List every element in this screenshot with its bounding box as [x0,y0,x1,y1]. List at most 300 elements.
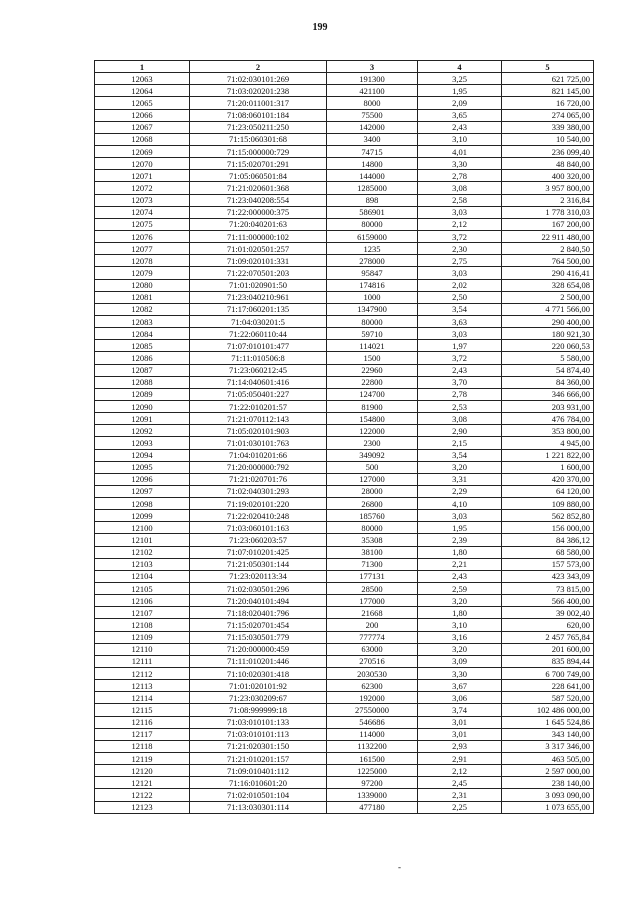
table-cell: 64 120,00 [502,485,594,497]
table-cell: 71:07:010201:425 [190,546,327,558]
table-cell: 2,21 [418,558,502,570]
table-cell: 28000 [327,485,418,497]
table-row [95,704,594,716]
table-cell: 1 778 310,03 [502,206,594,218]
table-row [95,668,594,680]
table-cell: 12117 [95,728,190,740]
table-cell: 71:04:010201:66 [190,449,327,461]
table-cell: 71:17:060201:135 [190,303,327,315]
table-row [95,73,594,85]
table-cell: 74715 [327,145,418,157]
table-cell: 167 200,00 [502,218,594,230]
table-cell: 270516 [327,655,418,667]
table-cell: 157 573,00 [502,558,594,570]
table-cell: 8000 [327,97,418,109]
table-cell: 2,78 [418,170,502,182]
table-cell: 12087 [95,364,190,376]
table-cell: 174816 [327,279,418,291]
table-cell: 12110 [95,643,190,655]
table-cell: 71:02:030501:296 [190,583,327,595]
table-cell: 97200 [327,777,418,789]
table-cell: 236 099,40 [502,145,594,157]
table-cell: 477180 [327,801,418,813]
table-cell: 71:21:020301:150 [190,740,327,752]
table-cell: 71:21:010201:157 [190,753,327,765]
table-cell: 81900 [327,400,418,412]
table-cell: 71:21:070112:143 [190,413,327,425]
table-cell: 71:08:060101:184 [190,109,327,121]
table-cell: 22960 [327,364,418,376]
table-cell: 177000 [327,595,418,607]
table-cell: 835 894,44 [502,655,594,667]
table-cell: 2,43 [418,570,502,582]
table-cell: 154800 [327,413,418,425]
table-cell: 2,09 [418,97,502,109]
table-cell: 39 002,40 [502,607,594,619]
table-cell: 71:01:020501:257 [190,243,327,255]
table-cell: 68 580,00 [502,546,594,558]
table-cell: 2,75 [418,255,502,267]
table-cell: 12082 [95,303,190,315]
table-cell: 71:20:040201:63 [190,218,327,230]
table-cell: 12105 [95,583,190,595]
table-cell: 3,06 [418,692,502,704]
table-cell: 3,16 [418,631,502,643]
table-cell: 63000 [327,643,418,655]
table-cell: 2,50 [418,291,502,303]
table-cell: 80000 [327,315,418,327]
table-cell: 1347900 [327,303,418,315]
table-cell: 71:01:020101:92 [190,680,327,692]
table-row [95,413,594,425]
table-row [95,230,594,242]
table-cell: 3,20 [418,643,502,655]
table-cell: 3,09 [418,655,502,667]
column-header-5: 5 [502,61,594,73]
table-cell: 12083 [95,315,190,327]
table-cell: 71:20:040101:494 [190,595,327,607]
table-cell: 2,25 [418,801,502,813]
table-cell: 423 343,09 [502,570,594,582]
table-cell: 71:13:030301:114 [190,801,327,813]
table-cell: 71:18:020401:796 [190,607,327,619]
table-cell: 16 720,00 [502,97,594,109]
table-cell: 71:09:020101:331 [190,255,327,267]
table-cell: 2,91 [418,753,502,765]
table-cell: 75500 [327,109,418,121]
table-cell: 1 645 524,86 [502,716,594,728]
table-cell: 12102 [95,546,190,558]
table-cell: 1000 [327,291,418,303]
table-row [95,765,594,777]
table-cell: 12067 [95,121,190,133]
table-row [95,631,594,643]
table-cell: 71:09:010401:112 [190,765,327,777]
table-cell: 22800 [327,376,418,388]
table-cell: 2 457 765,84 [502,631,594,643]
table-cell: 2,78 [418,388,502,400]
table-cell: 898 [327,194,418,206]
table-cell: 476 784,00 [502,413,594,425]
table-cell: 586901 [327,206,418,218]
table-cell: 12096 [95,473,190,485]
table-cell: 764 500,00 [502,255,594,267]
table-row [95,534,594,546]
table-cell: 2,12 [418,218,502,230]
table-cell: 1 221 822,00 [502,449,594,461]
table-cell: 71:05:060501:84 [190,170,327,182]
table-cell: 124700 [327,388,418,400]
table-cell: 71:07:010101:477 [190,340,327,352]
table-cell: 777774 [327,631,418,643]
table-cell: 12097 [95,485,190,497]
table-cell: 1 600,00 [502,461,594,473]
table-cell: 421100 [327,85,418,97]
table-row [95,133,594,145]
table-cell: 3,20 [418,461,502,473]
table-cell: 12123 [95,801,190,813]
table-cell: 71:22:010201:57 [190,400,327,412]
table-row [95,376,594,388]
table-cell: 71:19:020101:220 [190,498,327,510]
table-row [95,170,594,182]
table-cell: 1,80 [418,546,502,558]
table-row [95,655,594,667]
table-cell: 6159000 [327,230,418,242]
table-cell: 201 600,00 [502,643,594,655]
table-cell: 3,03 [418,328,502,340]
table-cell: 2,45 [418,777,502,789]
table-cell: 71:23:040208:554 [190,194,327,206]
table-cell: 191300 [327,73,418,85]
table-cell: 2 316,84 [502,194,594,206]
table-cell: 3,30 [418,668,502,680]
table-cell: 71:23:020113:34 [190,570,327,582]
table-cell: 12113 [95,680,190,692]
table-row [95,510,594,522]
table-cell: 12111 [95,655,190,667]
table-cell: 3,72 [418,230,502,242]
table-cell: 349092 [327,449,418,461]
table-row [95,740,594,752]
table-cell: 353 800,00 [502,425,594,437]
table-cell: 71:16:010601:20 [190,777,327,789]
table-cell: 4,01 [418,145,502,157]
table-row [95,279,594,291]
table-cell: 220 060,53 [502,340,594,352]
table-row [95,522,594,534]
table-cell: 3,54 [418,449,502,461]
table-row [95,607,594,619]
table-cell: 2,31 [418,789,502,801]
table-cell: 621 725,00 [502,73,594,85]
table-cell: 71:05:050401:227 [190,388,327,400]
table-cell: 12090 [95,400,190,412]
table-cell: 71:23:050211:250 [190,121,327,133]
table-cell: 620,00 [502,619,594,631]
table-cell: 71:03:060101:163 [190,522,327,534]
table-cell: 71:23:060203:57 [190,534,327,546]
table-cell: 3,10 [418,619,502,631]
table-cell: 3,31 [418,473,502,485]
table-cell: 2,58 [418,194,502,206]
table-row [95,449,594,461]
table-cell: 12115 [95,704,190,716]
table-cell: 12112 [95,668,190,680]
table-cell: 12068 [95,133,190,145]
table-cell: 122000 [327,425,418,437]
table-cell: 12094 [95,449,190,461]
table-cell: 1,97 [418,340,502,352]
table-cell: 114021 [327,340,418,352]
table-cell: 12071 [95,170,190,182]
table-cell: 3,01 [418,728,502,740]
table-cell: 278000 [327,255,418,267]
table-cell: 3,63 [418,315,502,327]
table-row [95,218,594,230]
table-cell: 71:02:040301:293 [190,485,327,497]
table-cell: 71:23:060212:45 [190,364,327,376]
table-cell: 12075 [95,218,190,230]
table-row [95,461,594,473]
table-cell: 12078 [95,255,190,267]
table-cell: 2 500,00 [502,291,594,303]
table-row [95,158,594,170]
table-cell: 12103 [95,558,190,570]
table-cell: 2,02 [418,279,502,291]
table-cell: 12120 [95,765,190,777]
table-cell: 2,29 [418,485,502,497]
table-cell: 12088 [95,376,190,388]
table-cell: 290 416,41 [502,267,594,279]
table-cell: 2 840,50 [502,243,594,255]
table-cell: 12122 [95,789,190,801]
table-cell: 71:21:020601:368 [190,182,327,194]
table-cell: 73 815,00 [502,583,594,595]
table-cell: 3 317 346,00 [502,740,594,752]
table-cell: 109 880,00 [502,498,594,510]
table-cell: 12076 [95,230,190,242]
table-row [95,485,594,497]
table-cell: 12065 [95,97,190,109]
table-row [95,340,594,352]
table-cell: 203 931,00 [502,400,594,412]
table-cell: 71:15:020701:291 [190,158,327,170]
table-cell: 2,93 [418,740,502,752]
table-cell: 500 [327,461,418,473]
table-cell: 177131 [327,570,418,582]
table-cell: 71:11:000000:102 [190,230,327,242]
table-cell: 1 073 655,00 [502,801,594,813]
table-cell: 27550000 [327,704,418,716]
table-row [95,570,594,582]
table-cell: 71:21:050301:144 [190,558,327,570]
table-cell: 127000 [327,473,418,485]
table-row [95,328,594,340]
table-cell: 12095 [95,461,190,473]
table-cell: 28500 [327,583,418,595]
table-cell: 3,01 [418,716,502,728]
table-cell: 71:04:030201:5 [190,315,327,327]
table-cell: 3400 [327,133,418,145]
table-row [95,425,594,437]
table-row [95,558,594,570]
table-cell: 80000 [327,218,418,230]
table-cell: 339 380,00 [502,121,594,133]
table-cell: 12108 [95,619,190,631]
table-cell: 12104 [95,570,190,582]
table-cell: 12107 [95,607,190,619]
table-cell: 71:22:060110:44 [190,328,327,340]
table-row [95,801,594,813]
table-cell: 12063 [95,73,190,85]
table-row [95,728,594,740]
table-cell: 161500 [327,753,418,765]
table-cell: 566 400,00 [502,595,594,607]
table-row [95,352,594,364]
table-cell: 71:23:030209:67 [190,692,327,704]
table-cell: 3 957 800,00 [502,182,594,194]
table-cell: 463 505,00 [502,753,594,765]
table-cell: 12070 [95,158,190,170]
page-number: 199 [312,22,328,33]
table-cell: 200 [327,619,418,631]
table-cell: 821 145,00 [502,85,594,97]
table-cell: 12119 [95,753,190,765]
table-cell: 12106 [95,595,190,607]
table-cell: 12118 [95,740,190,752]
table-row [95,692,594,704]
table-cell: 12116 [95,716,190,728]
table-cell: 546686 [327,716,418,728]
table-cell: 71:03:010101:113 [190,728,327,740]
table-body [95,73,594,814]
table-cell: 71:22:000000:375 [190,206,327,218]
table-row [95,315,594,327]
table-cell: 3,03 [418,510,502,522]
table-cell: 12081 [95,291,190,303]
table-cell: 71:15:030501:779 [190,631,327,643]
table-cell: 71:20:000000:459 [190,643,327,655]
table-cell: 3,10 [418,133,502,145]
table-cell: 71:15:060301:68 [190,133,327,145]
table-row [95,680,594,692]
table-row [95,437,594,449]
table-row [95,583,594,595]
table-cell: 3,03 [418,206,502,218]
table-cell: 71:02:030101:269 [190,73,327,85]
table-row [95,145,594,157]
table-cell: 2,59 [418,583,502,595]
table-cell: 54 874,40 [502,364,594,376]
column-header-2: 2 [190,61,327,73]
table-cell: 12093 [95,437,190,449]
table-cell: 3,72 [418,352,502,364]
table-cell: 1500 [327,352,418,364]
table-row [95,255,594,267]
table-row [95,595,594,607]
table-cell: 12084 [95,328,190,340]
table-row [95,498,594,510]
table-cell: 400 320,00 [502,170,594,182]
table-cell: 2300 [327,437,418,449]
table-row [95,243,594,255]
table-cell: 71:20:011001:317 [190,97,327,109]
table-cell: 3,54 [418,303,502,315]
table-cell: 71:11:010201:446 [190,655,327,667]
table-cell: 2,53 [418,400,502,412]
table-row [95,303,594,315]
table-row [95,753,594,765]
table-cell: 12064 [95,85,190,97]
table-cell: 1235 [327,243,418,255]
table-cell: 12072 [95,182,190,194]
table-cell: 4,10 [418,498,502,510]
table-row [95,400,594,412]
table-cell: 2,90 [418,425,502,437]
table-cell: 4 945,00 [502,437,594,449]
table-row [95,546,594,558]
table-cell: 12114 [95,692,190,704]
table-cell: 12080 [95,279,190,291]
table-cell: 1,95 [418,522,502,534]
table-cell: 156 000,00 [502,522,594,534]
table-cell: 343 140,00 [502,728,594,740]
table-cell: 71:05:020101:903 [190,425,327,437]
table-cell: 12121 [95,777,190,789]
table-cell: 71:22:020410:248 [190,510,327,522]
table-cell: 12098 [95,498,190,510]
table-cell: 4 771 566,00 [502,303,594,315]
table-cell: 71:11:010506:8 [190,352,327,364]
table-cell: 3,30 [418,158,502,170]
table-cell: 12077 [95,243,190,255]
table-cell: 12092 [95,425,190,437]
table-cell: 3,65 [418,109,502,121]
table-cell: 80000 [327,522,418,534]
table-cell: 2,15 [418,437,502,449]
table-row [95,267,594,279]
table-cell: 71:15:000000:729 [190,145,327,157]
table-cell: 2,43 [418,364,502,376]
table-cell: 14800 [327,158,418,170]
table-cell: 238 140,00 [502,777,594,789]
table-cell: 1,80 [418,607,502,619]
footer-mark: - [398,862,401,872]
table-cell: 10 540,00 [502,133,594,145]
table-cell: 59710 [327,328,418,340]
column-header-1: 1 [95,61,190,73]
table-cell: 1,95 [418,85,502,97]
table-cell: 71:23:040210:961 [190,291,327,303]
table-cell: 2,30 [418,243,502,255]
table-cell: 5 580,00 [502,352,594,364]
column-header-4: 4 [418,61,502,73]
table-row [95,182,594,194]
table-cell: 3,67 [418,680,502,692]
table-cell: 71:01:020901:50 [190,279,327,291]
table-cell: 71:20:000000:792 [190,461,327,473]
table-row [95,777,594,789]
table-cell: 48 840,00 [502,158,594,170]
table-row [95,194,594,206]
table-cell: 12109 [95,631,190,643]
cadastral-value-table [94,60,594,814]
table-row [95,473,594,485]
table-cell: 95847 [327,267,418,279]
table-cell: 102 486 000,00 [502,704,594,716]
table-header-row [95,61,594,73]
